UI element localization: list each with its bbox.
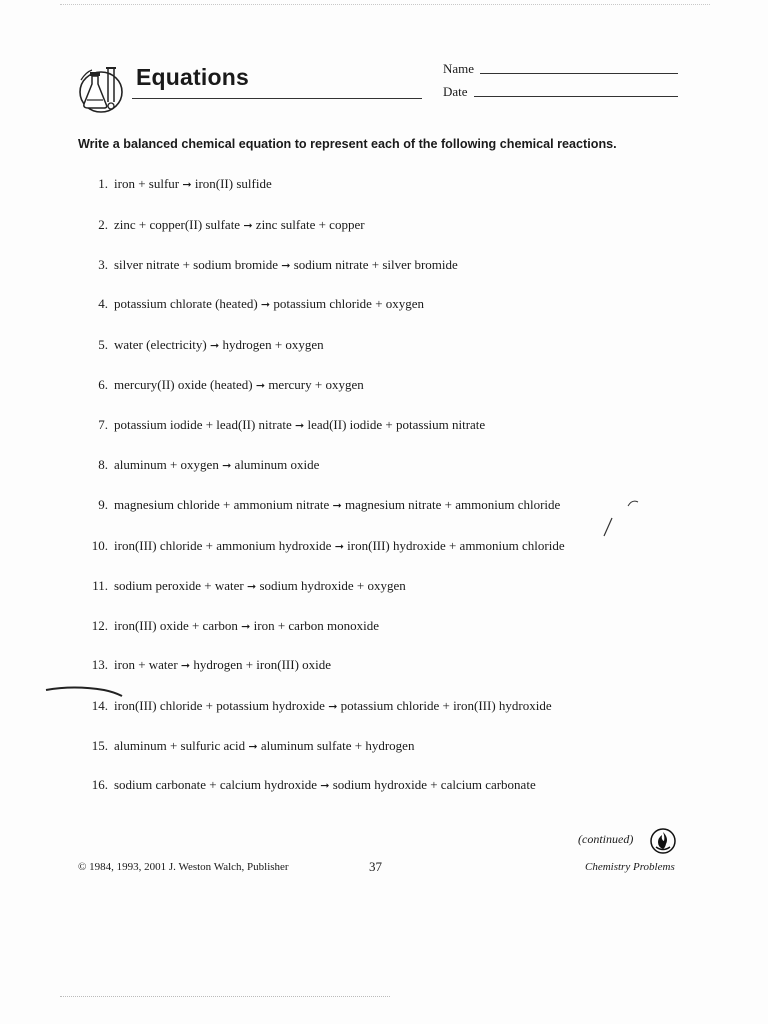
reactants: iron(III) oxide + carbon: [114, 618, 238, 633]
reactants: iron(III) chloride + potassium hydroxide: [114, 698, 325, 713]
reactants: sodium peroxide + water: [114, 578, 244, 593]
instructions: Write a balanced chemical equation to represent each of the following chemical reactions.: [78, 137, 617, 151]
name-field[interactable]: [443, 61, 474, 77]
name-label: Name: [443, 61, 475, 76]
products: lead(II) iodide + potassium nitrate: [307, 417, 486, 432]
reaction-arrow-icon: ➞: [260, 298, 271, 311]
pen-stroke-mark: [44, 684, 124, 698]
reaction-arrow-icon: ➞: [334, 540, 344, 553]
products: potassium chloride + oxygen: [273, 296, 425, 311]
products: iron + carbon monoxide: [253, 618, 380, 633]
reaction-arrow-icon: ➞: [332, 499, 342, 512]
page-title: Equations: [136, 64, 249, 90]
reactants: mercury(II) oxide (heated): [114, 377, 253, 392]
reaction-arrow-icon: ➞: [255, 379, 266, 392]
products: hydrogen + iron(III) oxide: [193, 657, 332, 672]
copyright-notice: © 1984, 1993, 2001 J. Weston Walch, Publisher: [78, 861, 289, 873]
reaction-arrow-icon: ➞: [246, 580, 257, 593]
products: iron(II) sulfide: [194, 176, 272, 191]
reactants: silver nitrate + sodium bromide: [114, 257, 279, 272]
problem-number: 7.: [98, 417, 108, 432]
scan-edge-top: [60, 4, 710, 6]
products: aluminum oxide: [234, 457, 320, 472]
products: mercury + oxygen: [268, 377, 364, 392]
reactants: iron + sulfur: [114, 176, 180, 191]
continued-note: (continued): [578, 832, 634, 846]
problem-number: 1.: [98, 176, 108, 191]
date-label: Date: [443, 84, 468, 99]
reaction-arrow-icon: ➞: [182, 178, 192, 191]
reaction-arrow-icon: ➞: [222, 459, 232, 472]
problem-number: 14.: [91, 698, 108, 713]
problem-number: 12.: [91, 618, 108, 633]
problem-number: 15.: [91, 738, 108, 753]
reactants: iron + water: [114, 657, 178, 672]
problem-number: 4.: [98, 296, 108, 311]
pen-scribble-mark: [627, 498, 639, 508]
problem-number: 8.: [98, 457, 108, 472]
reactants: sodium carbonate + calcium hydroxide: [114, 777, 317, 792]
reaction-arrow-icon: ➞: [241, 620, 251, 633]
reactants: iron(III) chloride + ammonium hydroxide: [114, 538, 332, 553]
book-title: Chemistry Problems: [585, 861, 675, 873]
problem-number: 11.: [92, 578, 108, 593]
products: aluminum sulfate + hydrogen: [260, 738, 415, 753]
reaction-arrow-icon: ➞: [281, 259, 291, 272]
reactants: potassium chlorate (heated): [114, 296, 258, 311]
problem-number: 9.: [98, 497, 108, 512]
name-line[interactable]: [480, 73, 678, 74]
problem-number: 2.: [98, 217, 108, 232]
reaction-arrow-icon: ➞: [320, 779, 330, 792]
products: iron(III) hydroxide + ammonium chloride: [347, 538, 565, 553]
pen-slash-mark: [598, 516, 618, 538]
problem-number: 5.: [98, 337, 108, 352]
products: potassium chloride + iron(III) hydroxide: [340, 698, 552, 713]
problem-number: 3.: [98, 257, 108, 272]
products: sodium hydroxide + oxygen: [259, 578, 406, 593]
page-number: 37: [369, 859, 382, 874]
date-field[interactable]: [443, 84, 468, 100]
reactants: potassium iodide + lead(II) nitrate: [114, 417, 292, 432]
reactants: zinc + copper(II) sulfate: [114, 217, 241, 232]
products: sodium hydroxide + calcium carbonate: [332, 777, 536, 792]
problem-number: 6.: [98, 377, 108, 392]
products: zinc sulfate + copper: [255, 217, 365, 232]
flame-icon: [650, 828, 676, 854]
problem-number: 10.: [91, 538, 108, 553]
products: hydrogen + oxygen: [222, 337, 324, 352]
lab-flask-logo-icon: [78, 62, 126, 114]
reactants: aluminum + oxygen: [114, 457, 219, 472]
reactants: water (electricity): [114, 337, 207, 352]
reactants: aluminum + sulfuric acid: [114, 738, 246, 753]
products: sodium nitrate + silver bromide: [293, 257, 458, 272]
reaction-arrow-icon: ➞: [294, 419, 305, 432]
problem-number: 13.: [91, 657, 108, 672]
reaction-arrow-icon: ➞: [243, 219, 253, 232]
scan-edge-bottom: [60, 996, 390, 998]
date-line[interactable]: [474, 96, 678, 97]
products: magnesium nitrate + ammonium chloride: [345, 497, 561, 512]
reaction-arrow-icon: ➞: [328, 700, 338, 713]
reaction-arrow-icon: ➞: [248, 740, 258, 753]
reaction-arrow-icon: ➞: [180, 659, 191, 672]
reaction-arrow-icon: ➞: [210, 339, 220, 352]
title-underline: [132, 98, 422, 99]
problem-number: 16.: [91, 777, 108, 792]
reactants: magnesium chloride + ammonium nitrate: [114, 497, 330, 512]
